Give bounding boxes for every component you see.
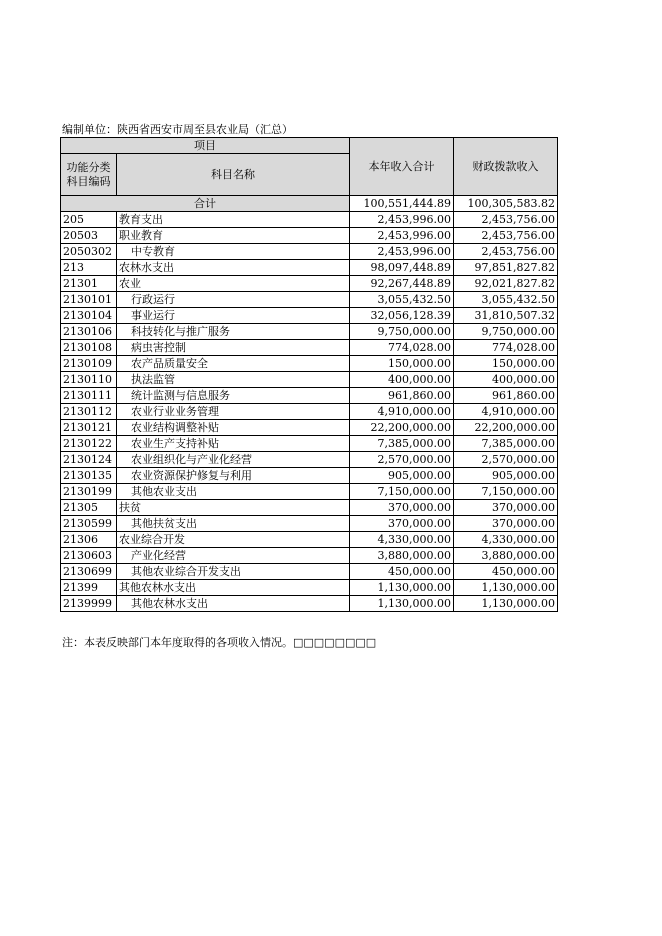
row-total-income: 774,028.00 bbox=[350, 340, 454, 356]
header-code: 功能分类科目编码 bbox=[61, 154, 117, 196]
header-name: 科目名称 bbox=[117, 154, 350, 196]
row-code: 20503 bbox=[61, 228, 117, 244]
row-code: 205 bbox=[61, 212, 117, 228]
row-fiscal-income: 4,910,000.00 bbox=[454, 404, 558, 420]
row-code: 2130104 bbox=[61, 308, 117, 324]
row-fiscal-income: 2,570,000.00 bbox=[454, 452, 558, 468]
row-fiscal-income: 2,453,756.00 bbox=[454, 244, 558, 260]
row-code: 2130110 bbox=[61, 372, 117, 388]
row-code: 2130109 bbox=[61, 356, 117, 372]
total-row bbox=[61, 196, 558, 212]
row-fiscal-income: 370,000.00 bbox=[454, 516, 558, 532]
table-row bbox=[61, 260, 558, 276]
table-row bbox=[61, 212, 558, 228]
row-fiscal-income: 92,021,827.82 bbox=[454, 276, 558, 292]
row-total-income: 370,000.00 bbox=[350, 516, 454, 532]
row-name: 农业生产支持补贴 bbox=[117, 436, 350, 452]
row-name: 科技转化与推广服务 bbox=[117, 324, 350, 340]
row-code: 2130112 bbox=[61, 404, 117, 420]
row-total-income: 4,910,000.00 bbox=[350, 404, 454, 420]
unit-label: 编制单位：陕西省西安市周至县农业局（汇总） bbox=[62, 123, 293, 136]
row-code: 21301 bbox=[61, 276, 117, 292]
table-row bbox=[61, 388, 558, 404]
row-total-income: 400,000.00 bbox=[350, 372, 454, 388]
row-total-income: 9,750,000.00 bbox=[350, 324, 454, 340]
row-code: 2130124 bbox=[61, 452, 117, 468]
row-fiscal-income: 370,000.00 bbox=[454, 500, 558, 516]
income-table bbox=[60, 137, 558, 612]
row-name: 其他农林水支出 bbox=[117, 580, 350, 596]
table-row bbox=[61, 500, 558, 516]
row-fiscal-income: 9,750,000.00 bbox=[454, 324, 558, 340]
table-row bbox=[61, 228, 558, 244]
table-row bbox=[61, 532, 558, 548]
row-code: 2130111 bbox=[61, 388, 117, 404]
row-code: 2130121 bbox=[61, 420, 117, 436]
row-fiscal-income: 150,000.00 bbox=[454, 356, 558, 372]
row-name: 扶贫 bbox=[117, 500, 350, 516]
table-row bbox=[61, 244, 558, 260]
row-name: 其他扶贫支出 bbox=[117, 516, 350, 532]
row-fiscal-income: 774,028.00 bbox=[454, 340, 558, 356]
row-fiscal-income: 2,453,756.00 bbox=[454, 212, 558, 228]
row-fiscal-income: 7,150,000.00 bbox=[454, 484, 558, 500]
header-fiscal-income: 财政拨款收入 bbox=[454, 138, 558, 196]
row-name: 农产品质量安全 bbox=[117, 356, 350, 372]
row-code: 21305 bbox=[61, 500, 117, 516]
row-total-income: 32,056,128.39 bbox=[350, 308, 454, 324]
header-item: 项目 bbox=[61, 138, 350, 154]
row-fiscal-income: 400,000.00 bbox=[454, 372, 558, 388]
row-name: 其他农林水支出 bbox=[117, 596, 350, 612]
row-total-income: 450,000.00 bbox=[350, 564, 454, 580]
row-fiscal-income: 961,860.00 bbox=[454, 388, 558, 404]
table-row bbox=[61, 404, 558, 420]
table-row bbox=[61, 340, 558, 356]
row-code: 2130699 bbox=[61, 564, 117, 580]
row-total-income: 4,330,000.00 bbox=[350, 532, 454, 548]
total-label: 合计 bbox=[61, 196, 350, 212]
row-total-income: 92,267,448.89 bbox=[350, 276, 454, 292]
row-total-income: 2,453,996.00 bbox=[350, 244, 454, 260]
row-fiscal-income: 3,055,432.50 bbox=[454, 292, 558, 308]
table-row bbox=[61, 308, 558, 324]
row-code: 2130122 bbox=[61, 436, 117, 452]
row-name: 中专教育 bbox=[117, 244, 350, 260]
row-total-income: 1,130,000.00 bbox=[350, 596, 454, 612]
row-code: 2130599 bbox=[61, 516, 117, 532]
row-total-income: 1,130,000.00 bbox=[350, 580, 454, 596]
footnote: 注：本表反映部门本年度取得的各项收入情况。□□□□□□□□ bbox=[62, 636, 377, 649]
header-total-income: 本年收入合计 bbox=[350, 138, 454, 196]
table-row bbox=[61, 436, 558, 452]
row-code: 2130199 bbox=[61, 484, 117, 500]
row-code: 213 bbox=[61, 260, 117, 276]
row-name: 行政运行 bbox=[117, 292, 350, 308]
row-name: 产业化经营 bbox=[117, 548, 350, 564]
row-fiscal-income: 1,130,000.00 bbox=[454, 596, 558, 612]
row-code: 21399 bbox=[61, 580, 117, 596]
row-name: 农林水支出 bbox=[117, 260, 350, 276]
row-code: 2139999 bbox=[61, 596, 117, 612]
row-name: 病虫害控制 bbox=[117, 340, 350, 356]
row-name: 统计监测与信息服务 bbox=[117, 388, 350, 404]
row-name: 农业组织化与产业化经营 bbox=[117, 452, 350, 468]
row-fiscal-income: 905,000.00 bbox=[454, 468, 558, 484]
row-fiscal-income: 31,810,507.32 bbox=[454, 308, 558, 324]
row-fiscal-income: 2,453,756.00 bbox=[454, 228, 558, 244]
row-fiscal-income: 7,385,000.00 bbox=[454, 436, 558, 452]
row-fiscal-income: 450,000.00 bbox=[454, 564, 558, 580]
table-row bbox=[61, 452, 558, 468]
total-fiscal-value: 100,305,583.82 bbox=[454, 196, 558, 212]
row-name: 职业教育 bbox=[117, 228, 350, 244]
row-total-income: 2,453,996.00 bbox=[350, 212, 454, 228]
row-name: 农业综合开发 bbox=[117, 532, 350, 548]
table-row bbox=[61, 484, 558, 500]
table-row bbox=[61, 564, 558, 580]
row-name: 教育支出 bbox=[117, 212, 350, 228]
row-code: 2130135 bbox=[61, 468, 117, 484]
row-code: 2050302 bbox=[61, 244, 117, 260]
row-fiscal-income: 1,130,000.00 bbox=[454, 580, 558, 596]
row-name: 其他农业综合开发支出 bbox=[117, 564, 350, 580]
row-code: 2130101 bbox=[61, 292, 117, 308]
row-name: 农业结构调整补贴 bbox=[117, 420, 350, 436]
row-code: 2130108 bbox=[61, 340, 117, 356]
row-fiscal-income: 97,851,827.82 bbox=[454, 260, 558, 276]
row-fiscal-income: 4,330,000.00 bbox=[454, 532, 558, 548]
table-row bbox=[61, 548, 558, 564]
row-name: 农业资源保护修复与利用 bbox=[117, 468, 350, 484]
row-name: 事业运行 bbox=[117, 308, 350, 324]
row-total-income: 370,000.00 bbox=[350, 500, 454, 516]
row-total-income: 7,385,000.00 bbox=[350, 436, 454, 452]
table-row bbox=[61, 580, 558, 596]
row-name: 农业 bbox=[117, 276, 350, 292]
table-row bbox=[61, 292, 558, 308]
row-total-income: 3,055,432.50 bbox=[350, 292, 454, 308]
row-fiscal-income: 3,880,000.00 bbox=[454, 548, 558, 564]
row-code: 21306 bbox=[61, 532, 117, 548]
table-row bbox=[61, 468, 558, 484]
row-total-income: 98,097,448.89 bbox=[350, 260, 454, 276]
row-total-income: 2,570,000.00 bbox=[350, 452, 454, 468]
table-row bbox=[61, 596, 558, 612]
row-name: 农业行业业务管理 bbox=[117, 404, 350, 420]
row-total-income: 150,000.00 bbox=[350, 356, 454, 372]
table-row bbox=[61, 276, 558, 292]
row-total-income: 7,150,000.00 bbox=[350, 484, 454, 500]
row-fiscal-income: 22,200,000.00 bbox=[454, 420, 558, 436]
row-total-income: 3,880,000.00 bbox=[350, 548, 454, 564]
table-row bbox=[61, 420, 558, 436]
row-total-income: 22,200,000.00 bbox=[350, 420, 454, 436]
row-name: 执法监管 bbox=[117, 372, 350, 388]
table-row bbox=[61, 324, 558, 340]
row-code: 2130603 bbox=[61, 548, 117, 564]
row-name: 其他农业支出 bbox=[117, 484, 350, 500]
total-income-value: 100,551,444.89 bbox=[350, 196, 454, 212]
row-total-income: 2,453,996.00 bbox=[350, 228, 454, 244]
table-row bbox=[61, 356, 558, 372]
table-row bbox=[61, 516, 558, 532]
row-code: 2130106 bbox=[61, 324, 117, 340]
row-total-income: 961,860.00 bbox=[350, 388, 454, 404]
table-row bbox=[61, 372, 558, 388]
row-total-income: 905,000.00 bbox=[350, 468, 454, 484]
